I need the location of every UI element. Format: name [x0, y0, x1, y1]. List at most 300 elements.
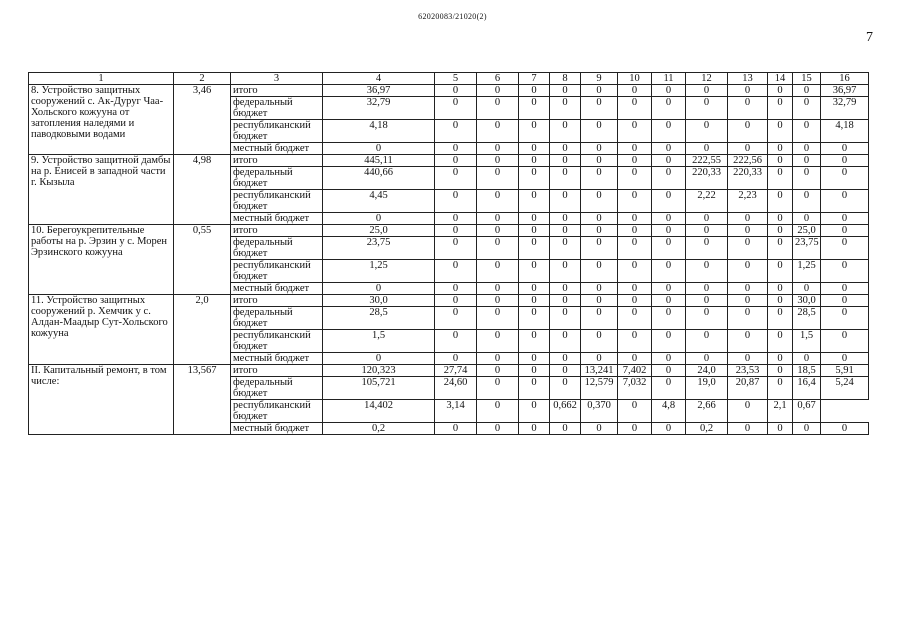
- value-cell: 0: [768, 260, 793, 283]
- value-cell: 0: [821, 260, 869, 283]
- value-cell: 0: [821, 353, 869, 365]
- column-header: 3: [231, 73, 323, 85]
- value-cell: 0: [477, 295, 519, 307]
- value-cell: 0: [728, 295, 768, 307]
- value-cell: 0: [686, 353, 728, 365]
- value-cell: 0: [550, 167, 581, 190]
- value-cell: 0: [435, 190, 477, 213]
- value-cell: 0: [550, 85, 581, 97]
- value-cell: 0: [435, 237, 477, 260]
- value-cell: 0: [519, 283, 550, 295]
- value-cell: 19,0: [686, 377, 728, 400]
- value-cell: 0: [821, 283, 869, 295]
- value-cell: 0: [550, 143, 581, 155]
- value-cell: 0: [793, 423, 821, 435]
- value-cell: 0: [477, 225, 519, 237]
- value-cell: 0: [435, 213, 477, 225]
- value-cell: 0: [519, 155, 550, 167]
- value-cell: 32,79: [821, 97, 869, 120]
- value-cell: 0: [323, 353, 435, 365]
- value-cell: 0: [768, 155, 793, 167]
- value-cell: 0: [728, 237, 768, 260]
- value-cell: 0: [581, 155, 618, 167]
- funding-source: республиканский бюджет: [231, 120, 323, 143]
- value-cell: 27,74: [435, 365, 477, 377]
- value-cell: 18,5: [793, 365, 821, 377]
- value-cell: 0: [519, 213, 550, 225]
- value-cell: 0: [821, 155, 869, 167]
- value-cell: 222,55: [686, 155, 728, 167]
- value-cell: 0: [618, 155, 652, 167]
- value-cell: 0: [728, 283, 768, 295]
- funding-source: местный бюджет: [231, 353, 323, 365]
- value-cell: 30,0: [793, 295, 821, 307]
- document-code: 62020083/21020(2): [418, 12, 487, 21]
- value-cell: 0: [519, 85, 550, 97]
- value-cell: 0: [477, 260, 519, 283]
- value-cell: 7,402: [618, 365, 652, 377]
- value-cell: 0: [618, 307, 652, 330]
- funding-source: федеральный бюджет: [231, 167, 323, 190]
- value-cell: 0: [550, 307, 581, 330]
- value-cell: 0: [477, 120, 519, 143]
- value-cell: 0: [519, 353, 550, 365]
- value-cell: 0: [618, 190, 652, 213]
- value-cell: 2,22: [686, 190, 728, 213]
- value-cell: 16,4: [793, 377, 821, 400]
- funding-source: итого: [231, 365, 323, 377]
- value-cell: 0: [793, 353, 821, 365]
- value-cell: 0: [618, 225, 652, 237]
- value-cell: 0: [519, 330, 550, 353]
- value-cell: 0: [550, 225, 581, 237]
- funding-source: итого: [231, 225, 323, 237]
- value-cell: 0,370: [581, 400, 618, 423]
- value-cell: 0: [686, 307, 728, 330]
- funding-source: федеральный бюджет: [231, 377, 323, 400]
- value-cell: 0: [652, 143, 686, 155]
- table-header: [29, 73, 869, 85]
- value-cell: 0: [686, 213, 728, 225]
- value-cell: 0: [477, 330, 519, 353]
- value-cell: 0: [550, 260, 581, 283]
- column-header: 6: [477, 73, 519, 85]
- value-cell: 0: [652, 377, 686, 400]
- value-cell: 0: [519, 225, 550, 237]
- value-cell: 445,11: [323, 155, 435, 167]
- value-cell: 0: [581, 97, 618, 120]
- value-cell: 0: [618, 283, 652, 295]
- value-cell: 0: [728, 260, 768, 283]
- value-cell: 0: [435, 155, 477, 167]
- value-cell: 0: [728, 225, 768, 237]
- value-cell: 0: [581, 353, 618, 365]
- value-cell: 0,662: [550, 400, 581, 423]
- value-cell: 0: [821, 143, 869, 155]
- value-cell: 0: [519, 400, 550, 423]
- value-cell: 0: [519, 423, 550, 435]
- value-cell: 0: [652, 260, 686, 283]
- value-cell: 0: [477, 190, 519, 213]
- value-cell: 0: [618, 237, 652, 260]
- value-cell: 0: [652, 155, 686, 167]
- value-cell: 0: [581, 307, 618, 330]
- value-cell: 0: [581, 237, 618, 260]
- column-header: 14: [768, 73, 793, 85]
- value-cell: 0: [323, 213, 435, 225]
- value-cell: 0: [477, 283, 519, 295]
- value-cell: 0: [793, 155, 821, 167]
- value-cell: 120,323: [323, 365, 435, 377]
- value-cell: 0: [435, 225, 477, 237]
- value-cell: 5,91: [821, 365, 869, 377]
- value-cell: 0: [768, 307, 793, 330]
- value-cell: 0: [435, 143, 477, 155]
- value-cell: 0: [581, 167, 618, 190]
- value-cell: 0: [768, 283, 793, 295]
- value-cell: 0: [477, 85, 519, 97]
- value-cell: 0: [519, 190, 550, 213]
- value-cell: 0: [618, 423, 652, 435]
- value-cell: 0: [618, 97, 652, 120]
- value-cell: 0: [652, 353, 686, 365]
- value-cell: 0: [652, 97, 686, 120]
- value-cell: 0: [793, 167, 821, 190]
- value-cell: 0: [618, 295, 652, 307]
- column-header: 5: [435, 73, 477, 85]
- value-cell: 1,5: [793, 330, 821, 353]
- value-cell: 0: [477, 213, 519, 225]
- funding-source: федеральный бюджет: [231, 307, 323, 330]
- value-cell: 23,53: [728, 365, 768, 377]
- value-cell: 36,97: [821, 85, 869, 97]
- value-cell: 0,67: [793, 400, 821, 423]
- funding-source: республиканский бюджет: [231, 400, 323, 423]
- value-cell: 0: [768, 330, 793, 353]
- table-row: [29, 365, 869, 377]
- value-cell: 0: [550, 295, 581, 307]
- value-cell: 0: [821, 295, 869, 307]
- value-cell: 0: [821, 330, 869, 353]
- value-cell: 0: [519, 377, 550, 400]
- value-cell: 0: [686, 330, 728, 353]
- value-cell: 24,60: [435, 377, 477, 400]
- value-cell: 0: [477, 423, 519, 435]
- value-cell: 0: [728, 97, 768, 120]
- value-cell: 0: [435, 167, 477, 190]
- value-cell: 0: [686, 143, 728, 155]
- value-cell: 25,0: [323, 225, 435, 237]
- value-cell: 4,18: [323, 120, 435, 143]
- value-cell: 0: [519, 237, 550, 260]
- value-cell: 0: [652, 295, 686, 307]
- value-cell: 0: [323, 143, 435, 155]
- value-cell: 0: [652, 365, 686, 377]
- value-cell: 0: [519, 143, 550, 155]
- value-cell: 23,75: [793, 237, 821, 260]
- value-cell: 0: [618, 85, 652, 97]
- column-header: 16: [821, 73, 869, 85]
- value-cell: 0: [550, 190, 581, 213]
- item-value: 3,46: [174, 85, 231, 155]
- value-cell: 0: [550, 155, 581, 167]
- value-cell: 0: [728, 120, 768, 143]
- value-cell: 0: [477, 353, 519, 365]
- funding-source: местный бюджет: [231, 213, 323, 225]
- column-header: 11: [652, 73, 686, 85]
- value-cell: 0: [550, 120, 581, 143]
- value-cell: 0: [519, 295, 550, 307]
- value-cell: 0: [728, 307, 768, 330]
- table-row: [29, 155, 869, 167]
- funding-source: республиканский бюджет: [231, 190, 323, 213]
- value-cell: 30,0: [323, 295, 435, 307]
- value-cell: 0: [793, 283, 821, 295]
- value-cell: 32,79: [323, 97, 435, 120]
- item-title: 9. Устройство защитной дамбы на р. Енисей в западной части г. Кызыла: [29, 155, 174, 225]
- value-cell: 0: [821, 213, 869, 225]
- value-cell: 0: [519, 307, 550, 330]
- value-cell: 1,25: [323, 260, 435, 283]
- value-cell: 0: [581, 330, 618, 353]
- value-cell: 0: [728, 400, 768, 423]
- value-cell: 0: [728, 353, 768, 365]
- value-cell: 0: [550, 97, 581, 120]
- item-value: 0,55: [174, 225, 231, 295]
- value-cell: 7,032: [618, 377, 652, 400]
- value-cell: 0: [477, 155, 519, 167]
- item-title: 8. Устройство защитных сооружений с. Ак-Дуруг Чаа-Хольского кожууна от затопления наледями и паводковыми водами: [29, 85, 174, 155]
- value-cell: 0: [821, 190, 869, 213]
- value-cell: 0: [550, 423, 581, 435]
- value-cell: 0: [728, 213, 768, 225]
- column-header: 9: [581, 73, 618, 85]
- funding-source: федеральный бюджет: [231, 237, 323, 260]
- value-cell: 0: [435, 283, 477, 295]
- funding-source: республиканский бюджет: [231, 260, 323, 283]
- value-cell: 0: [821, 167, 869, 190]
- item-value: 13,567: [174, 365, 231, 435]
- value-cell: 0: [435, 307, 477, 330]
- funding-source: итого: [231, 155, 323, 167]
- value-cell: 0,2: [323, 423, 435, 435]
- value-cell: 0: [435, 120, 477, 143]
- value-cell: 4,8: [652, 400, 686, 423]
- column-header: 2: [174, 73, 231, 85]
- value-cell: 0: [686, 120, 728, 143]
- value-cell: 0: [477, 97, 519, 120]
- value-cell: 0: [618, 143, 652, 155]
- value-cell: 0: [768, 190, 793, 213]
- column-header: 13: [728, 73, 768, 85]
- value-cell: 2,1: [768, 400, 793, 423]
- funding-source: республиканский бюджет: [231, 330, 323, 353]
- value-cell: 0: [435, 295, 477, 307]
- value-cell: 0: [652, 190, 686, 213]
- value-cell: 0: [550, 237, 581, 260]
- value-cell: 0: [618, 400, 652, 423]
- value-cell: 0: [477, 143, 519, 155]
- value-cell: 0: [618, 330, 652, 353]
- value-cell: 0: [652, 225, 686, 237]
- table-row: [29, 225, 869, 237]
- item-title: 10. Берегоукрепительные работы на р. Эрзин у с. Морен Эрзинского кожууна: [29, 225, 174, 295]
- value-cell: 0: [581, 120, 618, 143]
- value-cell: 0: [477, 237, 519, 260]
- value-cell: 0: [686, 237, 728, 260]
- value-cell: 0: [581, 423, 618, 435]
- value-cell: 5,24: [821, 377, 869, 400]
- value-cell: 0: [821, 237, 869, 260]
- value-cell: 222,56: [728, 155, 768, 167]
- funding-source: местный бюджет: [231, 423, 323, 435]
- value-cell: 0: [768, 143, 793, 155]
- value-cell: 0: [768, 225, 793, 237]
- value-cell: 0: [686, 85, 728, 97]
- value-cell: 0: [652, 167, 686, 190]
- value-cell: 0: [435, 423, 477, 435]
- value-cell: 4,18: [821, 120, 869, 143]
- value-cell: 0: [550, 330, 581, 353]
- value-cell: 0: [323, 283, 435, 295]
- value-cell: 13,241: [581, 365, 618, 377]
- value-cell: 20,87: [728, 377, 768, 400]
- column-header: 1: [29, 73, 174, 85]
- value-cell: 0: [793, 213, 821, 225]
- value-cell: 0: [435, 353, 477, 365]
- value-cell: 1,5: [323, 330, 435, 353]
- value-cell: 0: [519, 365, 550, 377]
- value-cell: 0: [652, 330, 686, 353]
- value-cell: 0: [618, 213, 652, 225]
- value-cell: 23,75: [323, 237, 435, 260]
- value-cell: 0: [435, 260, 477, 283]
- value-cell: 0: [768, 295, 793, 307]
- value-cell: 0: [652, 237, 686, 260]
- value-cell: 0: [768, 353, 793, 365]
- column-header: 10: [618, 73, 652, 85]
- value-cell: 0: [821, 423, 869, 435]
- value-cell: 0: [581, 213, 618, 225]
- value-cell: 220,33: [686, 167, 728, 190]
- value-cell: 4,45: [323, 190, 435, 213]
- value-cell: 0: [581, 283, 618, 295]
- value-cell: 0: [768, 85, 793, 97]
- funding-source: местный бюджет: [231, 143, 323, 155]
- value-cell: 0: [550, 283, 581, 295]
- value-cell: 0: [728, 330, 768, 353]
- value-cell: 0: [768, 213, 793, 225]
- value-cell: 28,5: [793, 307, 821, 330]
- value-cell: 0: [728, 143, 768, 155]
- value-cell: 0: [686, 295, 728, 307]
- value-cell: 0: [768, 365, 793, 377]
- value-cell: 0: [652, 307, 686, 330]
- value-cell: 0: [652, 120, 686, 143]
- value-cell: 0: [768, 167, 793, 190]
- value-cell: 0: [581, 143, 618, 155]
- funding-source: федеральный бюджет: [231, 97, 323, 120]
- value-cell: 0: [793, 190, 821, 213]
- item-value: 2,0: [174, 295, 231, 365]
- value-cell: 0: [728, 85, 768, 97]
- value-cell: 0: [768, 120, 793, 143]
- column-header: 8: [550, 73, 581, 85]
- table-row: [29, 295, 869, 307]
- value-cell: 0: [793, 143, 821, 155]
- value-cell: 0: [793, 97, 821, 120]
- value-cell: 25,0: [793, 225, 821, 237]
- value-cell: 220,33: [728, 167, 768, 190]
- column-number-row: [29, 73, 869, 85]
- value-cell: 0: [652, 423, 686, 435]
- value-cell: 0: [581, 260, 618, 283]
- value-cell: 0: [581, 295, 618, 307]
- value-cell: 0: [652, 283, 686, 295]
- value-cell: 0: [435, 85, 477, 97]
- value-cell: 36,97: [323, 85, 435, 97]
- value-cell: 105,721: [323, 377, 435, 400]
- value-cell: 0: [477, 377, 519, 400]
- value-cell: 0: [519, 120, 550, 143]
- item-value: 4,98: [174, 155, 231, 225]
- value-cell: 0: [618, 353, 652, 365]
- value-cell: 0: [519, 260, 550, 283]
- column-header: 12: [686, 73, 728, 85]
- value-cell: 0: [581, 225, 618, 237]
- table-body: [29, 85, 869, 435]
- value-cell: 2,23: [728, 190, 768, 213]
- value-cell: 0: [793, 85, 821, 97]
- funding-source: местный бюджет: [231, 283, 323, 295]
- item-title: 11. Устройство защитных сооружений р. Хемчик у с. Алдан-Маадыр Сут-Хольского кожууна: [29, 295, 174, 365]
- value-cell: 0: [686, 283, 728, 295]
- value-cell: 0: [728, 423, 768, 435]
- value-cell: 0: [686, 260, 728, 283]
- value-cell: 3,14: [435, 400, 477, 423]
- value-cell: 0: [686, 225, 728, 237]
- value-cell: 0: [435, 97, 477, 120]
- value-cell: 0: [821, 307, 869, 330]
- value-cell: 0: [581, 190, 618, 213]
- funding-source: итого: [231, 85, 323, 97]
- value-cell: 0: [821, 225, 869, 237]
- value-cell: 24,0: [686, 365, 728, 377]
- value-cell: 0: [550, 365, 581, 377]
- value-cell: 0: [477, 400, 519, 423]
- value-cell: 1,25: [793, 260, 821, 283]
- item-title: II. Капитальный ремонт, в том числе:: [29, 365, 174, 435]
- value-cell: 0: [768, 237, 793, 260]
- value-cell: 0: [519, 97, 550, 120]
- value-cell: 0: [618, 120, 652, 143]
- value-cell: 0: [768, 97, 793, 120]
- value-cell: 2,66: [686, 400, 728, 423]
- column-header: 4: [323, 73, 435, 85]
- value-cell: 0: [768, 423, 793, 435]
- value-cell: 0: [652, 213, 686, 225]
- value-cell: 0: [550, 377, 581, 400]
- column-header: 15: [793, 73, 821, 85]
- value-cell: 440,66: [323, 167, 435, 190]
- table-row: [29, 85, 869, 97]
- value-cell: 0: [581, 85, 618, 97]
- value-cell: 14,402: [323, 400, 435, 423]
- funding-source: итого: [231, 295, 323, 307]
- value-cell: 28,5: [323, 307, 435, 330]
- value-cell: 12,579: [581, 377, 618, 400]
- value-cell: 0: [652, 85, 686, 97]
